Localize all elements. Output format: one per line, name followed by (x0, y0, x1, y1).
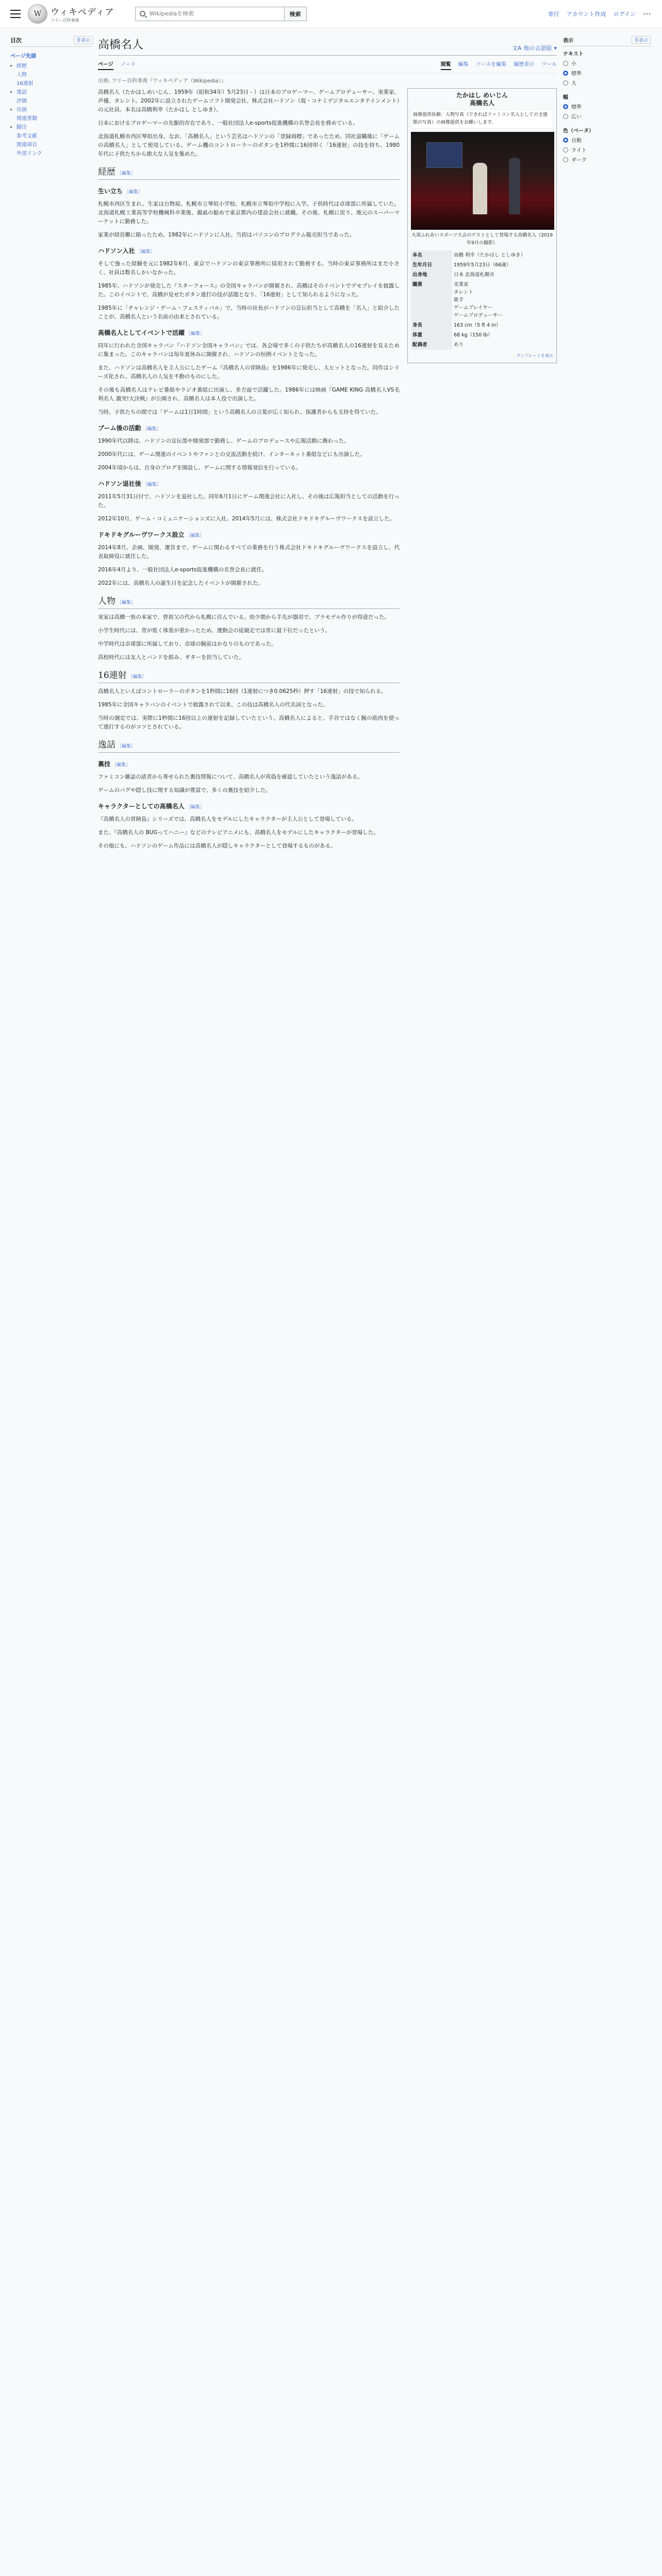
intro-paragraph: 日本におけるプロゲーマーの先駆的存在であり、一般社団法人e-sports促進機構の名誉会長を務めている。 (98, 120, 358, 126)
chevron-down-icon[interactable]: ▸ (10, 90, 13, 95)
tab-edit[interactable]: 編集 (458, 62, 469, 67)
toc-item[interactable] (10, 141, 93, 149)
more-icon[interactable]: ⋯ (643, 9, 652, 19)
tab-talk[interactable]: ノート (120, 62, 136, 67)
infobox-row (411, 270, 553, 280)
appearance-option[interactable] (563, 112, 651, 120)
toc-item-label[interactable]: 脚注 (16, 125, 27, 130)
section-heading (98, 329, 400, 338)
section-edit-link[interactable]: ［編集］ (110, 762, 130, 768)
section-paragraph: 1985年、ハドソンが発売した『スターフォース』の全国キャラバンが開催され、高橋はそのイベントでデモプレイを披露した。このイベントで、高橋が見せたボタン連打の技が話題となり、「16連射」として知られるようになった。 (98, 283, 400, 298)
chevron-down-icon[interactable]: ▸ (10, 107, 13, 112)
appearance-group-title: テキスト (563, 52, 584, 57)
radio-icon[interactable] (563, 114, 568, 119)
toc-title: 目次 (10, 37, 22, 44)
language-label: 他の言語版 (523, 45, 552, 52)
appearance-option-label: 自動 (571, 138, 582, 144)
chevron-down-icon[interactable]: ▸ (10, 125, 13, 130)
infobox-key: 本名 (411, 250, 452, 260)
appearance-group-title: 幅 (563, 95, 568, 100)
section-heading (98, 424, 400, 434)
section-title: 人物 (98, 596, 115, 606)
infobox-value: あり (454, 342, 464, 348)
section-heading (98, 597, 400, 609)
section-heading (98, 187, 400, 197)
infobox-row (411, 260, 553, 270)
login-link[interactable]: ログイン (613, 10, 636, 18)
main-menu-icon[interactable] (10, 10, 21, 18)
section-title: 裏技 (98, 760, 111, 768)
toc-item[interactable] (10, 149, 93, 158)
toc-item-label[interactable]: 出演 (16, 107, 27, 113)
main-content (98, 36, 557, 855)
infobox-value: 1959年5月23日（66歳） (454, 262, 511, 268)
chevron-down-icon[interactable]: ▸ (10, 63, 13, 69)
toc-item[interactable] (10, 79, 93, 88)
section-paragraph: 2011年5月31日付で、ハドソンを退社した。同年6月1日にゲーム関連会社に入社し、その後は広報担当としての活動を行った。 (98, 494, 400, 509)
section-heading (98, 802, 400, 812)
wikipedia-logo-icon[interactable]: W (28, 4, 47, 24)
infobox-row (411, 330, 553, 340)
section-edit-link[interactable]: ［編集］ (185, 331, 205, 336)
infobox-row (411, 250, 553, 260)
section-heading (98, 671, 400, 683)
appearance-option-label: ダーク (571, 158, 587, 163)
appearance-group-title: 色（ベータ） (563, 128, 594, 134)
page-tabs (98, 60, 557, 73)
appearance-option[interactable] (563, 146, 651, 154)
section-edit-link[interactable]: ［編集］ (115, 600, 136, 605)
language-button[interactable] (512, 44, 557, 52)
tab-history[interactable]: 履歴表示 (514, 62, 535, 67)
radio-icon[interactable] (563, 61, 568, 66)
section-paragraph: 小学生時代には、背が低く体重が重かったため、運動会の徒競走では常に最下位だったという。 (98, 628, 331, 634)
section-edit-link[interactable]: ［編集］ (184, 805, 205, 810)
section-paragraph: 1985年に全国キャラバンのイベントで披露されて以来、この技は高橋名人の代名詞となった。 (98, 702, 328, 708)
infobox-key: 配偶者 (411, 340, 452, 350)
portrait-photo[interactable] (411, 132, 554, 230)
section-paragraph: 2000年代には、ゲーム関連のイベントやファンとの交流活動を続け、インターネット番組などにも出演した。 (98, 451, 366, 457)
infobox-value: 68 kg（150 lb） (454, 332, 493, 338)
appearance-header (563, 36, 651, 46)
toc-list (10, 52, 93, 158)
section-paragraph: その後も高橋名人はテレビ番組やラジオ番組に出演し、多方面で活躍した。1986年には映画『GAME KING 高橋名人VS毛利名人 激突!大決戦』が公開され、高橋名人は本人役で出演した。 (98, 387, 400, 402)
toc-top-link[interactable]: ページ先頭 (10, 54, 36, 59)
section-paragraph: 2016年4月より、一般社団法人e-sports促進機構の名誉会長に就任。 (98, 567, 268, 573)
appearance-option[interactable] (563, 79, 651, 87)
section-title: ハドソン退社後 (98, 480, 141, 487)
create-account-link[interactable]: アカウント作成 (566, 10, 606, 18)
section-title: 高橋名人としてイベントで活躍 (98, 329, 185, 336)
radio-icon[interactable] (563, 147, 568, 152)
section-paragraph: 高校時代には友人とバンドを組み、ギターを担当していた。 (98, 654, 245, 660)
toc-item-label[interactable]: 16連射 (16, 81, 34, 87)
search-box[interactable] (135, 7, 285, 21)
page-title: 高橋名人 (98, 39, 144, 52)
section-paragraph: ファミコン雑誌の読者から寄せられた裏技情報について、高橋名人が真偽を確認していたという逸話がある。 (98, 774, 363, 780)
appearance-option[interactable] (563, 69, 651, 77)
section-title: 生い立ち (98, 188, 123, 195)
toc-item[interactable] (10, 114, 93, 123)
infobox-value: 実業家 タレント 歌手 ゲームプレイヤー ゲームプロデューサー (454, 282, 503, 318)
section-edit-link[interactable]: ［編集］ (135, 249, 155, 255)
donate-link[interactable]: 寄付 (548, 10, 559, 18)
toc-item[interactable] (10, 132, 93, 141)
logo-subtitle: フリー百科事典 (51, 18, 79, 23)
section-paragraph: 2012年10月、ゲーム・コミュニケーションズに入社。2014年5月には、株式会社ドキドキグルーヴワークスを設立した。 (98, 516, 395, 522)
radio-icon[interactable] (563, 138, 568, 143)
toc-item[interactable] (10, 88, 93, 97)
infobox-value: 163 cm（5 ft 4 in） (454, 323, 501, 328)
infobox-key: 体重 (411, 330, 452, 340)
section-paragraph: 同年に行われた全国キャラバン『ハドソン全国キャラバン』では、各会場で多くの子供たちが高橋名人の16連射を見るために集まった。このキャラバンは毎年夏休みに開催され、ハドソンの恒例イベントとなった。 (98, 343, 400, 358)
person-figure (473, 163, 487, 214)
title-bar (98, 36, 557, 56)
page-source-note: 出典: フリー百科事典『ウィキペディア（Wikipedia）』 (98, 78, 226, 84)
toc-item[interactable] (10, 62, 93, 71)
search-input[interactable] (150, 10, 278, 17)
section-paragraph: 1990年代以降は、ハドソンの宣伝部や開発部で勤務し、ゲームのプロデュースや広報活動に携わった。 (98, 438, 350, 444)
language-icon: 文A (511, 45, 522, 52)
section-title: 16連射 (98, 670, 127, 681)
toc-item-label[interactable]: 逸話 (16, 90, 27, 95)
appearance-groups (563, 49, 651, 163)
section-heading (98, 168, 400, 180)
section-title: キャラクターとしての高橋名人 (98, 803, 185, 810)
infobox-title: たかはし めいじん 高橋名人 (456, 92, 508, 107)
section-paragraph: その他にも、ハドソンのゲーム作品には高橋名人が隠しキャラクターとして登場するものがある。 (98, 843, 336, 849)
appearance-option[interactable] (563, 156, 651, 163)
section-heading (98, 531, 400, 540)
section-paragraph: 高橋名人といえばコントローラーのボタンを1秒間に16回（1連射につき0.0625秒）押す「16連射」の技で知られる。 (98, 688, 387, 694)
article-body (98, 88, 400, 851)
section-edit-link[interactable]: ［編集］ (115, 171, 136, 176)
section-paragraph: 当時、子供たちの間では「ゲームは1日1時間」という高橋名人の言葉が広く知られ、保護者からも支持を得ていた。 (98, 409, 382, 415)
appearance-group (563, 93, 651, 120)
section-title: ハドソン入社 (98, 247, 135, 255)
section-title: 経歴 (98, 167, 115, 177)
infobox-row (411, 320, 553, 330)
top-header (0, 0, 662, 28)
tab-read[interactable]: 閲覧 (441, 60, 451, 70)
section-paragraph: 2004年頃からは、自身のブログを開設し、ゲームに関する情報発信を行っている。 (98, 465, 302, 471)
section-paragraph: 1985年に「チャレンジ・ゲーム・フェスティバル」で、当時の社長がハドソンの宣伝担当として高橋を「名人」と紹介したことが、高橋名人という名前の由来とされている。 (98, 305, 400, 320)
section-paragraph: ゲームのバグや隠し技に関する知識が豊富で、多くの裏技を紹介した。 (98, 787, 271, 793)
image-request-note: 画像提供依頼：人物写真（できればファミコン名人としての全盛期の写真）の画像提供をお願いします。 (411, 109, 553, 129)
infobox-key: 職業 (411, 280, 452, 320)
section-heading (98, 741, 400, 753)
appearance-group (563, 49, 651, 87)
section-paragraph: また、ハドソンは高橋名人を主人公にしたゲーム『高橋名人の冒険島』を1986年に発売し、大ヒットとなった。同作はシリーズ化され、高橋名人の人気を不動のものにした。 (98, 365, 400, 380)
toc-sidebar (10, 36, 93, 158)
infobox-row (411, 340, 553, 350)
section-title: 逸話 (98, 740, 115, 750)
infobox-key: 生年月日 (411, 260, 452, 270)
toc-item[interactable] (10, 123, 93, 132)
tab-page[interactable]: ページ (98, 60, 113, 70)
section-paragraph: 中学時代は卓球部に所属しており、卓球の腕前はかなりのものであった。 (98, 641, 277, 647)
chevron-down-icon: ▾ (554, 44, 557, 52)
toc-item-label[interactable]: 関連書籍 (16, 116, 37, 122)
section-paragraph: 当時の測定では、実際に1秒間に16回以上の連射を記録していたという。高橋名人によると、手首ではなく腕の筋肉を使って連打するのがコツとされている。 (98, 715, 400, 730)
appearance-option-label: 広い (571, 114, 582, 120)
toc-item[interactable] (10, 71, 93, 79)
section-edit-link[interactable]: ［編集］ (123, 190, 143, 195)
radio-icon[interactable] (563, 80, 568, 86)
toc-item-label[interactable]: 関連項目 (16, 142, 37, 148)
search-icon (140, 11, 145, 16)
toc-item-label[interactable]: 外部リンク (16, 151, 42, 157)
article-content (98, 88, 557, 851)
toc-item[interactable] (10, 97, 93, 106)
appearance-option-label: ライト (571, 148, 587, 154)
radio-icon[interactable] (563, 71, 568, 76)
appearance-option-label: 標準 (571, 105, 582, 110)
tab-edit-source[interactable]: ソースを編集 (475, 62, 507, 67)
section-paragraph: 2022年には、高橋名人の誕生日を記念したイベントが開催された。 (98, 580, 263, 586)
section-heading (98, 760, 400, 770)
appearance-option-label: 小 (571, 61, 576, 67)
section-paragraph: また、『高橋名人の BUGってハニー』などのテレビアニメにも、高橋名人をモデルにしたキャラクターが登場した。 (98, 829, 379, 836)
section-paragraph: 『高橋名人の冒険島』シリーズでは、高橋名人をモデルにしたキャラクターが主人公として登場している。 (98, 816, 357, 822)
intro-paragraph: 北海道札幌市西区琴似出身。なお、「高橋名人」という芸名はハドソンの「登録商標」であったため、同社退職後に「ゲームの高橋名人」として使用している。ゲーム機のコントローラーのボタンを1秒間に16回叩く「16連射」の技を持ち、1980年代に子供たちから絶大な人気を集めた。 (98, 133, 400, 157)
section-paragraph: 家業が経営難に陥ったため、1982年にハドソンに入社。当初はパソコンのプログラム販売担当であった。 (98, 232, 355, 238)
intro-paragraph: 高橋名人（たかはしめいじん、1959年（昭和34年）5月23日 - ）は日本のプロゲーマー、ゲームプロデューサー、実業家、声優、タレント。2002年に設立されたゲームソフト開発会社、株式会社ハドソン（現・コナミデジタルエンタテインメント）の元社員。本名は高橋利幸（たかはし としゆき）。 (98, 89, 400, 113)
radio-icon[interactable] (563, 104, 568, 109)
appearance-option[interactable] (563, 136, 651, 144)
infobox (407, 88, 557, 363)
logo-title: ウィキペディア (51, 7, 114, 18)
appearance-option-label: 大 (571, 81, 576, 87)
search-button[interactable]: 検索 (285, 7, 307, 21)
section-title: ブーム後の活動 (98, 425, 141, 432)
infobox-value: 日本 北海道札幌市 (454, 272, 495, 278)
appearance-title: 表示 (563, 38, 573, 44)
appearance-option[interactable] (563, 59, 651, 67)
section-edit-link[interactable]: ［編集］ (141, 482, 161, 487)
wikipedia-wordmark[interactable] (51, 5, 114, 23)
toc-hide-button[interactable]: 非表示 (74, 36, 93, 44)
infobox-value: 高橋 利幸（たかはし としゆき） (454, 252, 526, 258)
toc-item-label[interactable]: 参考文献 (16, 133, 37, 139)
section-edit-link[interactable]: ［編集］ (184, 533, 205, 538)
infobox-row (411, 280, 553, 320)
infobox-table (411, 250, 553, 350)
show-template-link[interactable]: テンプレートを表示 (516, 353, 553, 358)
appearance-option[interactable] (563, 103, 651, 110)
stage-screen (426, 142, 462, 168)
section-edit-link[interactable]: ［編集］ (141, 427, 161, 432)
toc-item[interactable] (10, 106, 93, 114)
section-edit-link[interactable]: ［編集］ (126, 674, 147, 680)
section-heading (98, 247, 400, 257)
toc-item-label[interactable]: 人物 (16, 72, 27, 78)
person-figure (509, 158, 520, 214)
appearance-group (563, 126, 651, 163)
section-paragraph: 札幌市西区生まれ。生家は台物屋。札幌市立琴似小学校、札幌市立琴似中学校に入学。子供時代は卓球部に所属していた。北海道札幌工業高等学校機械科卒業後、親戚の勧めで東京都内の建設会社に就職。その後、札幌に戻り、地元のスーパーマーケットに勤務した。 (98, 201, 400, 225)
appearance-option-label: 標準 (571, 71, 582, 77)
radio-icon[interactable] (563, 157, 568, 162)
section-edit-link[interactable]: ［編集］ (115, 744, 136, 749)
photo-caption: 大須ふれあいスポーツ大会のゲストとして登場する高橋名人（2019年9月の撮影） (411, 233, 553, 246)
infobox-key: 出身地 (411, 270, 452, 280)
search-form (135, 7, 307, 21)
user-links (548, 9, 652, 19)
section-title: ドキドキグルーヴワークス設立 (98, 531, 185, 538)
section-heading (98, 480, 400, 489)
appearance-hide-button[interactable]: 非表示 (632, 36, 651, 44)
tab-tools[interactable]: ツール (541, 62, 557, 67)
toc-item-label[interactable]: 評価 (16, 98, 27, 104)
section-paragraph: 2014年8月、企画、開発、運営まで、ゲームに関わるすべての業務を行う株式会社ドキドキグルーヴワークスを設立し、代表取締役に就任した。 (98, 545, 400, 560)
infobox-key: 身長 (411, 320, 452, 330)
toc-header (10, 36, 93, 47)
toc-item-label[interactable]: 経歴 (16, 63, 27, 69)
appearance-panel (563, 36, 651, 170)
section-paragraph: そして強った経験を元に1982年6月、東京でハドソンの東京事務所に採用されて勤務する。当時の東京事務所はまだ小さく、社員は数名しかいなかった。 (98, 261, 400, 276)
section-paragraph: 実家は高橋一族の本家で、曾祖父の代から札幌に住んでいる。幼少期から手先が器用で、プラモデル作りが得意だった。 (98, 614, 390, 620)
